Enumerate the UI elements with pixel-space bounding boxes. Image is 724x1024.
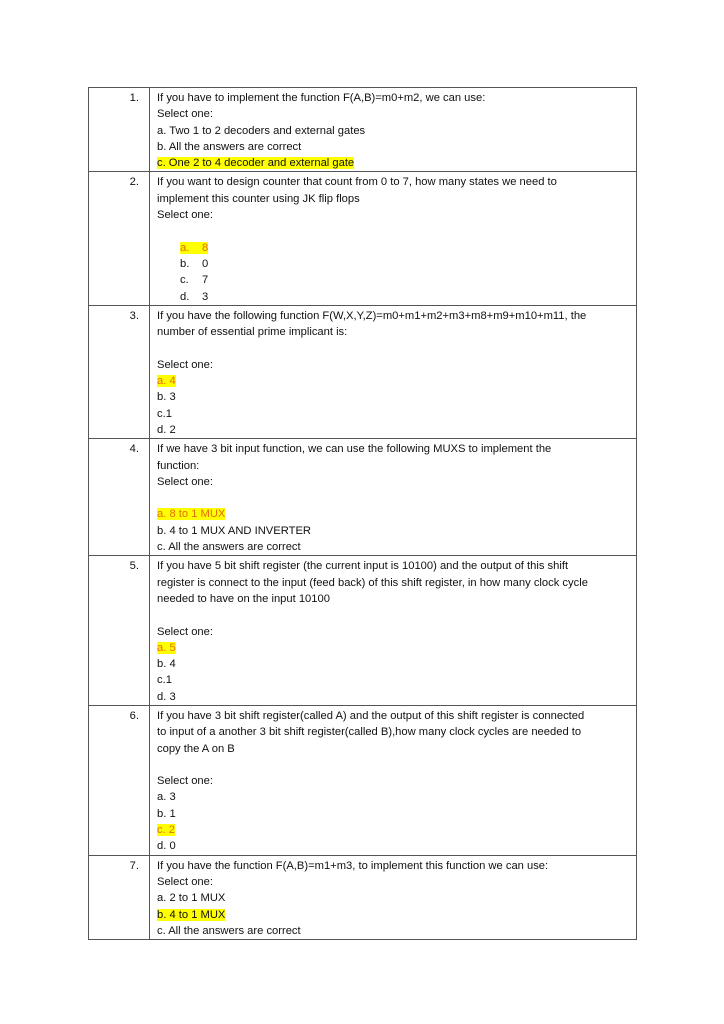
option-b[interactable]: b. 4 to 1 MUX AND INVERTER <box>157 524 311 537</box>
question-text: If you have 3 bit shift register(called A) and the output of this shift register is connected <box>157 709 585 722</box>
question-text: function: <box>157 459 200 472</box>
question-cell <box>150 556 637 706</box>
selected-answer-highlight: b. 4 to 1 MUX <box>157 908 226 921</box>
question-row <box>89 172 637 305</box>
question-text: If you want to design counter that count from 0 to 7, how many states we need to <box>157 176 557 189</box>
question-row <box>89 556 637 706</box>
question-text: If you have the function F(A,B)=m1+m3, to implement this function we can use: <box>157 859 549 872</box>
selected-answer-highlight: a. 8 to 1 MUX <box>157 508 226 521</box>
question-text: If you have the following function F(W,X,Y,Z)=m0+m1+m2+m3+m8+m9+m10+m11, the <box>157 309 587 322</box>
option-a[interactable]: a. Two 1 to 2 decoders and external gates <box>157 124 366 137</box>
questions-table <box>88 87 637 940</box>
question-text: If you have to implement the function F(A,B)=m0+m2, we can use: <box>157 92 486 104</box>
selected-answer-highlight: a. 4 <box>157 375 176 388</box>
option-b[interactable]: b. 4 <box>157 658 176 671</box>
question-number: 7. <box>89 855 150 939</box>
option-d[interactable]: d. 0 <box>157 840 176 853</box>
question-number: 2. <box>89 172 150 305</box>
question-text: implement this counter using JK flip flops <box>157 192 360 205</box>
question-text: register is connect to the input (feed back) of this shift register, in how many clock cycle <box>157 576 588 589</box>
option-c[interactable]: c. 7 <box>180 274 209 287</box>
option-c[interactable]: c.1 <box>157 674 172 687</box>
question-number: 4. <box>89 439 150 556</box>
question-text: needed to have on the input 10100 <box>157 592 330 605</box>
question-cell <box>150 88 637 172</box>
option-a[interactable]: a. 2 to 1 MUX <box>157 892 226 905</box>
option-d[interactable]: d. 3 <box>157 690 176 703</box>
question-text: If you have 5 bit shift register (the current input is 10100) and the output of this shift <box>157 560 569 573</box>
option-b[interactable]: b. 0 <box>180 257 209 270</box>
question-row <box>89 705 637 855</box>
option-a[interactable]: a. 3 <box>157 791 176 804</box>
option-c[interactable]: c. All the answers are correct <box>157 924 301 937</box>
question-cell <box>150 172 637 305</box>
question-text: to input of a another 3 bit shift register(called B),how many clock cycles are needed to <box>157 726 582 739</box>
option-d[interactable]: d. 3 <box>180 290 209 303</box>
option-c-selected[interactable] <box>157 155 632 171</box>
question-cell <box>150 855 637 939</box>
selected-answer-highlight: a. 5 <box>157 641 176 654</box>
question-number: 3. <box>89 305 150 438</box>
select-one-label: Select one: <box>157 625 213 638</box>
selected-answer-highlight: c. 2 <box>157 824 176 837</box>
select-one-label: Select one: <box>157 875 213 888</box>
question-cell <box>150 439 637 556</box>
select-one-label: Select one: <box>157 209 213 222</box>
question-text: copy the A on B <box>157 742 235 755</box>
selected-answer-highlight: a. 8 <box>180 241 209 254</box>
option-a-selected[interactable] <box>157 240 632 256</box>
select-one-label: Select one: <box>157 358 213 371</box>
select-one-label: Select one: <box>157 108 213 121</box>
select-one-label: Select one: <box>157 775 213 788</box>
select-one-label: Select one: <box>157 475 213 488</box>
question-number: 1. <box>89 88 150 172</box>
question-number: 5. <box>89 556 150 706</box>
option-b[interactable]: b. 1 <box>157 807 176 820</box>
question-row <box>89 439 637 556</box>
option-b[interactable]: b. 3 <box>157 391 176 404</box>
question-number: 6. <box>89 705 150 855</box>
option-b-selected[interactable] <box>157 907 632 923</box>
selected-answer-highlight: c. One 2 to 4 decoder and external gate <box>157 157 355 170</box>
question-cell <box>150 705 637 855</box>
question-row <box>89 855 637 939</box>
option-c[interactable]: c.1 <box>157 407 172 420</box>
question-text: number of essential prime implicant is: <box>157 326 348 339</box>
option-c[interactable]: c. All the answers are correct <box>157 541 301 554</box>
option-a-selected[interactable] <box>157 640 632 656</box>
question-text: If we have 3 bit input function, we can use the following MUXS to implement the <box>157 443 552 456</box>
question-row <box>89 305 637 438</box>
question-row <box>89 88 637 172</box>
question-cell <box>150 305 637 438</box>
option-c-selected[interactable] <box>157 822 632 838</box>
option-a-selected[interactable] <box>157 373 632 389</box>
option-d[interactable]: d. 2 <box>157 423 176 436</box>
option-b[interactable]: b. All the answers are correct <box>157 140 302 153</box>
option-a-selected[interactable] <box>157 506 632 522</box>
